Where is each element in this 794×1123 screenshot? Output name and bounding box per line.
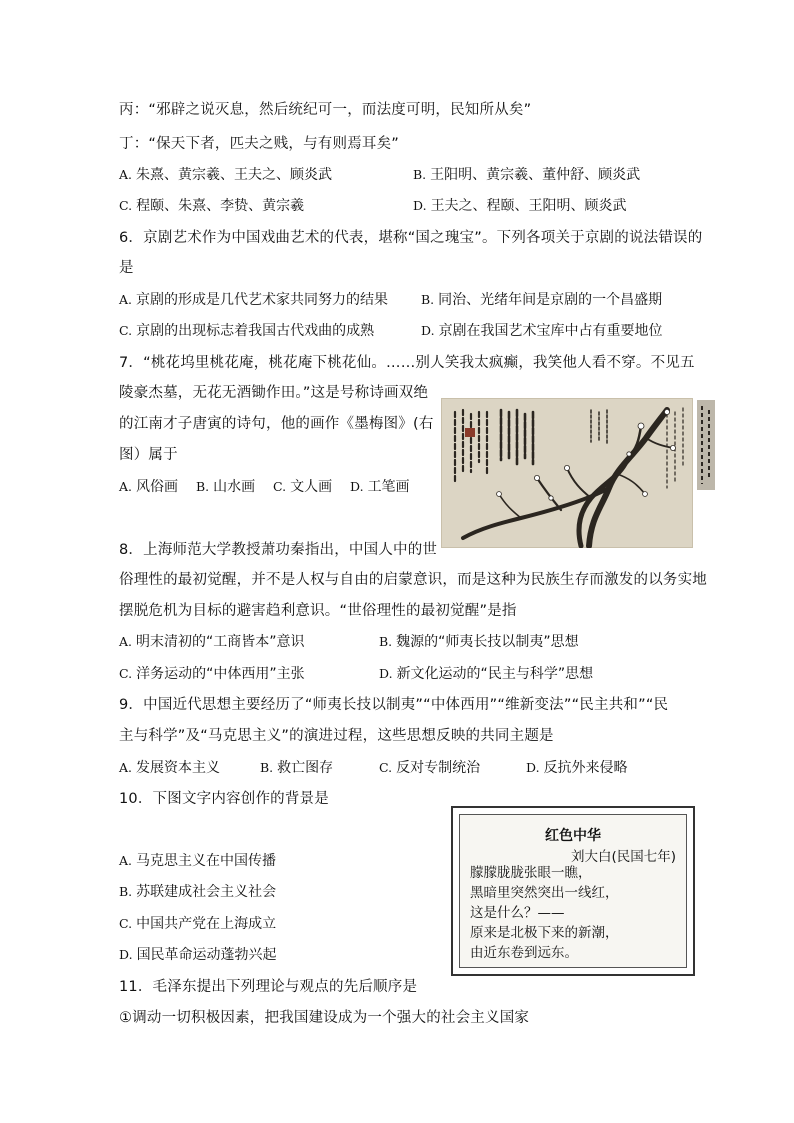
q10-option-b: B. 苏联建成社会主义社会 <box>119 884 277 900</box>
q5-option-b: B. 王阳明、黄宗羲、董仲舒、顾炎武 <box>413 167 641 183</box>
q6-stem-line2: 是 <box>119 260 134 276</box>
q9-stem-line1: 9．中国近代思想主要经历了“师夷长技以制夷”“中体西用”“维新变法”“民主共和”“民 <box>119 697 669 713</box>
q6-stem-line1: 6．京剧艺术作为中国戏曲艺术的代表，堪称“国之瑰宝”。下列各项关于京剧的说法错误的 <box>119 230 703 246</box>
q6-option-c: C. 京剧的出现标志着我国古代戏曲的成熟 <box>119 323 375 339</box>
q10-option-c: C. 中国共产党在上海成立 <box>119 916 277 932</box>
poem-author: 刘大白(民国七年) <box>570 849 676 865</box>
q11-stem: 11．毛泽东提出下列理论与观点的先后顺序是 <box>119 979 418 995</box>
poem-line: 由近东卷到远东。 <box>470 945 578 961</box>
q10-option-a: A. 马克思主义在中国传播 <box>119 853 277 869</box>
poem-title: 红色中华 <box>545 828 601 844</box>
q10-stem: 10．下图文字内容创作的背景是 <box>119 791 329 807</box>
q9-option-b: B. 救亡图存 <box>260 760 334 776</box>
q5-option-c: C. 程颐、朱熹、李贽、黄宗羲 <box>119 198 305 214</box>
q7-option-c: C. 文人画 <box>273 479 333 495</box>
q8-stem-line1: 8．上海师范大学教授萧功秦指出，中国人中的世 <box>119 542 438 558</box>
q7-stem-line4: 图）属于 <box>119 447 178 463</box>
q6-option-a: A. 京剧的形成是几代艺术家共同努力的结果 <box>119 292 389 308</box>
q5-option-a: A. 朱熹、黄宗羲、王夫之、顾炎武 <box>119 167 333 183</box>
q8-option-a: A. 明末清初的“工商皆本”意识 <box>119 634 305 650</box>
q7-option-a: A. 风俗画 <box>119 479 179 495</box>
quote-bing: 丙：“邪辟之说灭息，然后统纪可一，而法度可明，民知所从矣” <box>119 102 532 118</box>
q11-item-1: ①调动一切积极因素，把我国建设成为一个强大的社会主义国家 <box>119 1010 530 1026</box>
q7-stem-line3: 的江南才子唐寅的诗句，他的画作《墨梅图》(右 <box>119 416 434 432</box>
painting-side-strip <box>697 400 715 490</box>
q8-option-d: D. 新文化运动的“民主与科学”思想 <box>379 666 594 682</box>
poem-line: 这是什么？—— <box>470 905 565 921</box>
q7-stem-line2: 陵豪杰墓，无花无酒锄作田。”这是号称诗画双绝 <box>119 385 429 401</box>
q5-option-d: D. 王夫之、程颐、王阳明、顾炎武 <box>413 198 627 214</box>
q9-option-d: D. 反抗外来侵略 <box>526 760 628 776</box>
q7-option-b: B. 山水画 <box>196 479 256 495</box>
poem-line: 原来是北极下来的新潮， <box>470 925 619 941</box>
q8-option-b: B. 魏源的“师夷长技以制夷”思想 <box>379 634 579 650</box>
q8-option-c: C. 洋务运动的“中体西用”主张 <box>119 666 305 682</box>
poem-figure <box>451 806 695 976</box>
q6-option-d: D. 京剧在我国艺术宝库中占有重要地位 <box>421 323 663 339</box>
q10-option-d: D. 国民革命运动蓬勃兴起 <box>119 947 277 963</box>
q8-stem-line3: 摆脱危机为目标的避害趋利意识。“世俗理性的最初觉醒”是指 <box>119 603 517 619</box>
poem-frame <box>459 814 687 968</box>
q9-option-a: A. 发展资本主义 <box>119 760 221 776</box>
q7-option-d: D. 工笔画 <box>350 479 410 495</box>
ink-plum-painting <box>441 398 693 548</box>
poem-line: 朦朦胧胧张眼一瞧， <box>470 865 592 881</box>
quote-ding: 丁：“保天下者，匹夫之贱，与有则焉耳矣” <box>119 136 400 152</box>
q9-stem-line2: 主与科学”及“马克思主义”的演进过程，这些思想反映的共同主题是 <box>119 728 554 744</box>
q6-option-b: B. 同治、光绪年间是京剧的一个昌盛期 <box>421 292 663 308</box>
poem-line: 黑暗里突然突出一线红， <box>470 885 619 901</box>
q7-stem-line1: 7．“桃花坞里桃花庵，桃花庵下桃花仙。……别人笑我太疯癫，我笑他人看不穿。不见五 <box>119 355 695 371</box>
q8-stem-line2: 俗理性的最初觉醒，并不是人权与自由的启蒙意识，而是这种为民族生存而激发的以务实地 <box>119 572 707 588</box>
q9-option-c: C. 反对专制统治 <box>379 760 481 776</box>
